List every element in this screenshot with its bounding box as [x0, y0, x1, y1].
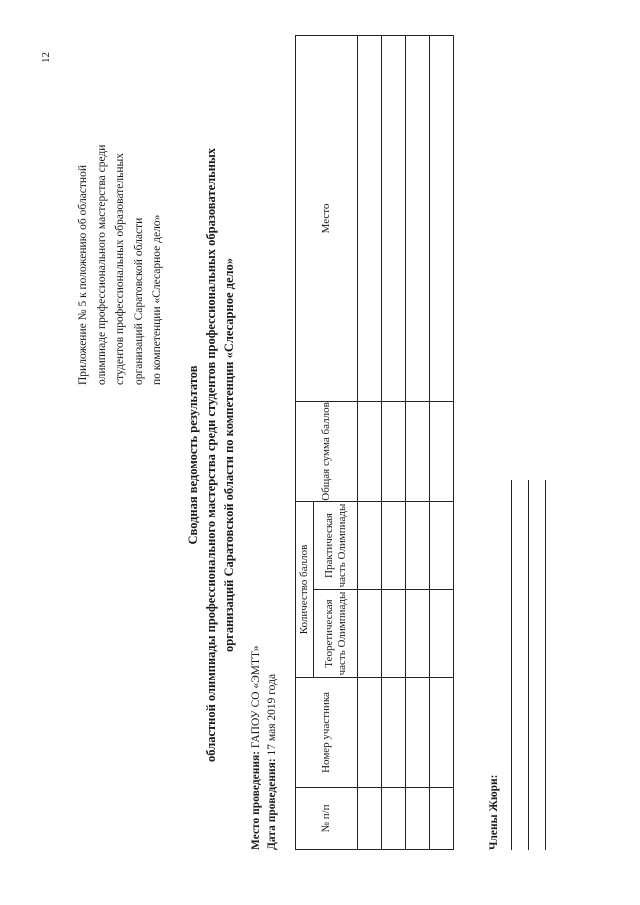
page-number: 12: [40, 52, 52, 63]
header-total: Общая сумма баллов: [296, 401, 358, 501]
table-row: [382, 35, 406, 849]
table-cell[interactable]: [430, 788, 454, 850]
table-cell[interactable]: [406, 35, 430, 401]
header-row: [296, 35, 314, 849]
header-points-group: Количество баллов: [296, 501, 314, 677]
venue-place-label: Место проведения:: [250, 750, 262, 850]
signature-line[interactable]: [545, 480, 546, 850]
table-cell[interactable]: [382, 501, 406, 589]
table-cell[interactable]: [382, 401, 406, 501]
table-row: [430, 35, 454, 849]
table-cell[interactable]: [358, 401, 382, 501]
signature-line[interactable]: [511, 480, 512, 850]
table-cell[interactable]: [430, 35, 454, 401]
table-cell[interactable]: [382, 678, 406, 788]
table-cell[interactable]: [358, 678, 382, 788]
results-table: [295, 35, 454, 850]
table-cell[interactable]: [406, 501, 430, 589]
table-cell[interactable]: [358, 788, 382, 850]
header-theory: Теоретическая часть Олимпиады: [314, 590, 358, 678]
header-place: Место: [296, 35, 358, 401]
table-cell[interactable]: [382, 590, 406, 678]
venue-date: [264, 645, 280, 850]
header-num: № п/п: [296, 788, 358, 850]
table-cell[interactable]: [430, 501, 454, 589]
appendix-line: организаций Саратовской области: [132, 217, 145, 385]
header-participant: Номер участника: [296, 678, 358, 788]
appendix-line: по компетенции «Слесарное дело»: [151, 214, 163, 385]
appendix-line: студентов профессиональных образовательных: [114, 152, 126, 385]
title-line-2: областной олимпиады профессионального мастерства среди студентов профессиональных образовательных: [204, 148, 218, 762]
jury-label: Члены Жюри:: [488, 774, 500, 850]
table-cell[interactable]: [430, 590, 454, 678]
table-cell[interactable]: [382, 35, 406, 401]
title-line-1: Сводная ведомость результатов: [186, 365, 200, 545]
appendix-line: Приложение № 5 к положению об областной: [77, 165, 89, 385]
appendix-note: [74, 65, 167, 385]
venue-date-value: 17 мая 2019 года: [266, 673, 278, 756]
table-cell[interactable]: [406, 788, 430, 850]
appendix-line: олимпиаде профессионального мастерства среди: [95, 144, 108, 385]
table-cell[interactable]: [358, 35, 382, 401]
table-cell[interactable]: [358, 501, 382, 589]
venue-date-label: Дата проведения:: [266, 758, 278, 850]
signature-line[interactable]: [528, 480, 529, 850]
header-practice: Практическая часть Олимпиады: [314, 501, 358, 589]
table-cell[interactable]: [430, 401, 454, 501]
table-cell[interactable]: [406, 401, 430, 501]
venue-place: [248, 645, 264, 850]
table-cell[interactable]: [406, 678, 430, 788]
document-title: [184, 125, 238, 785]
venue-place-value: ГАПОУ СО «ЭМТТ»: [250, 645, 262, 749]
table-cell[interactable]: [358, 590, 382, 678]
table-cell[interactable]: [430, 678, 454, 788]
table-cell[interactable]: [406, 590, 430, 678]
title-line-3: организаций Саратовской области по компетенции «Слесарное дело»: [222, 257, 236, 653]
table-row: [406, 35, 430, 849]
venue-info: [248, 645, 280, 850]
table-cell[interactable]: [382, 788, 406, 850]
table-row: [358, 35, 382, 849]
